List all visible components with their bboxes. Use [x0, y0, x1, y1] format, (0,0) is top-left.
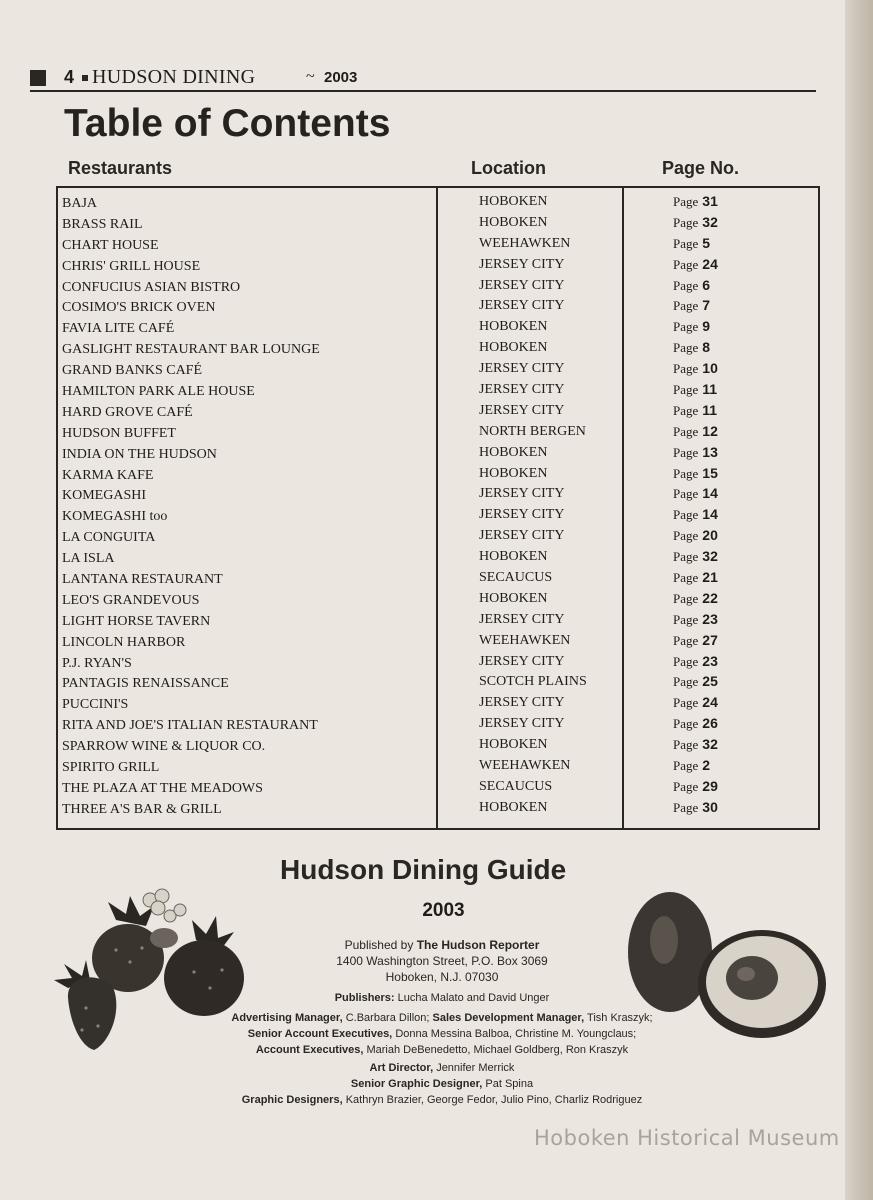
- page-label: Page: [673, 507, 699, 523]
- page-number-ref: 24: [702, 255, 718, 272]
- page-reference: [673, 256, 718, 274]
- page-reference: [673, 569, 718, 587]
- toc-row: [58, 756, 818, 777]
- restaurant-location: HOBOKEN: [479, 465, 548, 481]
- paper-edge: [845, 0, 873, 1200]
- page-number-ref: 26: [702, 715, 718, 732]
- restaurant-name: SPIRITO GRILL: [62, 760, 160, 776]
- page-label: Page: [673, 382, 699, 398]
- senior-ae-label: Senior Account Executives,: [247, 1028, 393, 1040]
- restaurant-location: SECAUCUS: [479, 778, 553, 794]
- page-reference: [673, 485, 718, 503]
- restaurant-name: LA ISLA: [62, 551, 115, 567]
- page-reference: [673, 277, 710, 295]
- art-credits: [230, 1060, 654, 1108]
- restaurant-name: GASLIGHT RESTAURANT BAR LOUNGE: [62, 342, 320, 358]
- toc-row: [58, 380, 818, 401]
- toc-row: [58, 484, 818, 505]
- guide-year: 2003: [422, 900, 465, 921]
- page-label: Page: [673, 194, 699, 209]
- page-reference: [673, 736, 718, 754]
- toc-row: [58, 338, 818, 359]
- restaurant-name: PANTAGIS RENAISSANCE: [62, 676, 229, 692]
- toc-row: [58, 589, 818, 610]
- toc-row: [58, 798, 818, 819]
- advertising-line: [230, 1010, 654, 1026]
- page-label: Page: [673, 632, 699, 648]
- restaurant-name: KARMA KAFE: [62, 467, 154, 483]
- senior-gd-label: Senior Graphic Designer,: [350, 1078, 483, 1090]
- page-reference: [673, 193, 718, 211]
- page-label: Page: [673, 256, 699, 272]
- restaurant-location: HOBOKEN: [479, 549, 548, 565]
- page-label: Page: [673, 214, 699, 230]
- page-label: Page: [673, 737, 699, 753]
- address-line-1: 1400 Washington Street, P.O. Box 3069: [336, 954, 548, 968]
- page-number-ref: 2: [702, 757, 711, 774]
- publishers-names: Lucha Malato and David Unger: [397, 992, 550, 1004]
- restaurant-name: LANTANA RESTAURANT: [62, 572, 223, 588]
- header-dot-bullet: [82, 75, 88, 81]
- staff-credits: [230, 1010, 654, 1058]
- page-number-ref: 9: [702, 318, 711, 335]
- page-number-ref: 13: [702, 443, 718, 460]
- page-number-ref: 10: [702, 360, 718, 377]
- ad-manager-label: Advertising Manager,: [231, 1012, 343, 1024]
- publication-name: HUDSON DINING: [92, 66, 256, 88]
- page-label: Page: [673, 549, 699, 565]
- toc-row: [58, 255, 818, 276]
- page-label: Page: [673, 465, 699, 481]
- restaurant-location: JERSEY CITY: [479, 298, 565, 314]
- restaurant-name: KOMEGASHI: [62, 488, 146, 504]
- toc-row: [58, 505, 818, 526]
- toc-row: [58, 714, 818, 735]
- restaurant-location: JERSEY CITY: [479, 256, 565, 272]
- page-header: [30, 66, 816, 92]
- toc-row: [58, 464, 818, 485]
- restaurant-location: HOBOKEN: [479, 799, 548, 815]
- page-reference: [673, 757, 710, 775]
- restaurant-location: WEEHAWKEN: [479, 235, 571, 251]
- restaurant-location: JERSEY CITY: [479, 611, 565, 627]
- page-number-ref: 30: [702, 798, 718, 815]
- guide-title: Hudson Dining Guide: [280, 854, 567, 885]
- art-director-name: Jennifer Merrick: [436, 1062, 515, 1074]
- page-number-ref: 5: [702, 234, 711, 251]
- page-number-ref: 31: [702, 193, 718, 209]
- page-number-ref: 27: [702, 631, 718, 648]
- page-label: Page: [673, 298, 699, 314]
- restaurant-name: INDIA ON THE HUDSON: [62, 446, 217, 462]
- senior-gd-line: [230, 1076, 654, 1092]
- page-label: Page: [673, 486, 699, 502]
- gd-line: [230, 1092, 654, 1108]
- gd-label: Graphic Designers,: [241, 1094, 343, 1106]
- toc-row: [58, 672, 818, 693]
- toc-row: [58, 276, 818, 297]
- page-label: Page: [673, 695, 699, 711]
- restaurant-name: HARD GROVE CAFÉ: [62, 404, 193, 420]
- restaurant-name: LIGHT HORSE TAVERN: [62, 613, 211, 629]
- page-reference: [673, 611, 718, 629]
- restaurant-name: COSIMO'S BRICK OVEN: [62, 300, 216, 316]
- toc-row: [58, 693, 818, 714]
- restaurant-name: THE PLAZA AT THE MEADOWS: [62, 780, 263, 796]
- page-reference: [673, 297, 710, 315]
- toc-row: [58, 631, 818, 652]
- toc-row: [58, 652, 818, 673]
- restaurant-name: FAVIA LITE CAFÉ: [62, 321, 175, 337]
- column-header-restaurants: Restaurants: [68, 158, 173, 178]
- restaurant-location: JERSEY CITY: [479, 402, 565, 418]
- published-by-label: Published by: [344, 938, 414, 952]
- page-label: Page: [673, 235, 699, 251]
- ad-manager-name: C.Barbara Dillon;: [345, 1012, 430, 1024]
- senior-gd-name: Pat Spina: [485, 1078, 534, 1090]
- contents-table: [56, 186, 820, 830]
- gd-names: Kathryn Brazier, George Fedor, Julio Pino, Charliz Rodriguez: [345, 1094, 643, 1106]
- page-number-ref: 24: [702, 694, 718, 711]
- page-number-ref: 25: [702, 673, 718, 690]
- senior-ae-line: [230, 1026, 654, 1042]
- page-reference: [673, 799, 718, 817]
- page-reference: [673, 318, 710, 336]
- toc-row: [58, 192, 818, 213]
- column-header-page-no: Page No.: [662, 158, 740, 178]
- restaurant-location: JERSEY CITY: [479, 486, 565, 502]
- restaurant-location: JERSEY CITY: [479, 695, 565, 711]
- page-reference: [673, 673, 718, 691]
- page-reference: [673, 339, 710, 357]
- toc-row: [58, 735, 818, 756]
- page-reference: [673, 214, 718, 232]
- restaurant-location: JERSEY CITY: [479, 507, 565, 523]
- page-number-ref: 6: [702, 276, 711, 293]
- page-number-ref: 14: [702, 485, 718, 502]
- toc-row: [58, 317, 818, 338]
- page-label: Page: [673, 716, 699, 732]
- page-number-ref: 22: [702, 589, 718, 606]
- page-reference: [673, 715, 718, 733]
- toc-row: [58, 213, 818, 234]
- strawberries-illustration: [46, 880, 256, 1055]
- page-label: Page: [673, 340, 699, 356]
- toc-row: [58, 422, 818, 443]
- page-number-ref: 15: [702, 464, 718, 481]
- restaurant-location: HOBOKEN: [479, 444, 548, 460]
- restaurant-location: JERSEY CITY: [479, 361, 565, 377]
- restaurant-name: PUCCINI'S: [62, 697, 129, 713]
- page-reference: [673, 444, 718, 462]
- restaurant-name: KOMEGASHI too: [62, 509, 168, 525]
- page-title: Table of Contents: [64, 102, 391, 145]
- published-by-line: [230, 937, 654, 953]
- page-reference: [673, 694, 718, 712]
- restaurant-name: SPARROW WINE & LIQUOR CO.: [62, 739, 266, 755]
- toc-row: [58, 547, 818, 568]
- page-reference: [673, 778, 718, 796]
- page-label: Page: [673, 528, 699, 544]
- page-reference: [673, 360, 718, 378]
- toc-row: [58, 568, 818, 589]
- page-label: Page: [673, 423, 699, 439]
- restaurant-name: LA CONGUITA: [62, 530, 156, 546]
- page-label: Page: [673, 444, 699, 460]
- restaurant-location: HOBOKEN: [479, 214, 548, 230]
- restaurant-location: HOBOKEN: [479, 737, 548, 753]
- publishers-line: [230, 990, 654, 1006]
- restaurant-location: HOBOKEN: [479, 319, 548, 335]
- page-number-ref: 21: [702, 569, 718, 586]
- page-reference: [673, 423, 718, 441]
- restaurant-name: BRASS RAIL: [62, 216, 143, 232]
- toc-row: [58, 401, 818, 422]
- header-tilde: ~: [306, 68, 315, 85]
- museum-watermark: Hoboken Historical Museum: [534, 1126, 840, 1150]
- restaurant-location: JERSEY CITY: [479, 277, 565, 293]
- restaurant-name: CHRIS' GRILL HOUSE: [62, 258, 201, 274]
- senior-ae-names: Donna Messina Balboa, Christine M. Youngclaus;: [395, 1028, 637, 1040]
- page-number-ref: 20: [702, 527, 718, 544]
- page-reference: [673, 548, 718, 566]
- page-number-ref: 8: [702, 339, 711, 356]
- page-number-ref: 14: [702, 506, 718, 523]
- toc-row: [58, 777, 818, 798]
- page-reference: [673, 235, 710, 253]
- page-label: Page: [673, 277, 699, 293]
- page-number-ref: 23: [702, 610, 718, 627]
- page-reference: [673, 653, 718, 671]
- restaurant-name: CHART HOUSE: [62, 237, 159, 253]
- page-label: Page: [673, 570, 699, 586]
- ae-line: [230, 1042, 654, 1058]
- restaurant-location: WEEHAWKEN: [479, 632, 571, 648]
- page-label: Page: [673, 653, 699, 669]
- page-label: Page: [673, 402, 699, 418]
- toc-row: [58, 296, 818, 317]
- restaurant-location: NORTH BERGEN: [479, 423, 586, 439]
- art-director-label: Art Director,: [369, 1062, 434, 1074]
- restaurant-name: RITA AND JOE'S ITALIAN RESTAURANT: [62, 718, 318, 734]
- avocado-illustration: [624, 888, 830, 1043]
- restaurant-location: JERSEY CITY: [479, 528, 565, 544]
- page-reference: [673, 381, 717, 399]
- sales-manager-name: Tish Kraszyk;: [587, 1012, 653, 1024]
- column-header-location: Location: [471, 158, 546, 178]
- page-number-ref: 11: [702, 381, 718, 398]
- toc-row: [58, 443, 818, 464]
- toc-row: [58, 234, 818, 255]
- restaurant-location: SCOTCH PLAINS: [479, 674, 587, 690]
- restaurant-location: HOBOKEN: [479, 194, 548, 209]
- page-number-ref: 23: [702, 652, 718, 669]
- page-number-ref: 7: [702, 297, 711, 314]
- header-year: 2003: [324, 69, 358, 86]
- page-number-ref: 32: [702, 736, 718, 753]
- restaurant-location: JERSEY CITY: [479, 653, 565, 669]
- restaurant-name: HAMILTON PARK ALE HOUSE: [62, 384, 255, 400]
- art-director-line: [230, 1060, 654, 1076]
- page-label: Page: [673, 590, 699, 606]
- page-reference: [673, 632, 718, 650]
- publisher-name: The Hudson Reporter: [416, 938, 540, 952]
- restaurant-location: HOBOKEN: [479, 590, 548, 606]
- restaurant-location: HOBOKEN: [479, 340, 548, 356]
- contents-rows: [58, 192, 818, 819]
- ae-names: Mariah DeBenedetto, Michael Goldberg, Ron Kraszyk: [366, 1044, 629, 1056]
- restaurant-location: WEEHAWKEN: [479, 758, 571, 774]
- restaurant-name: HUDSON BUFFET: [62, 425, 176, 441]
- toc-row: [58, 359, 818, 380]
- restaurant-name: THREE A'S BAR & GRILL: [62, 801, 222, 817]
- restaurant-location: JERSEY CITY: [479, 716, 565, 732]
- page-number-ref: 29: [702, 777, 718, 794]
- restaurant-name: GRAND BANKS CAFÉ: [62, 363, 203, 379]
- page-reference: [673, 527, 718, 545]
- ae-label: Account Executives,: [255, 1044, 364, 1056]
- header-square-bullet: [30, 70, 46, 86]
- page-reference: [673, 465, 718, 483]
- page-reference: [673, 590, 718, 608]
- page-label: Page: [673, 758, 699, 774]
- page-label: Page: [673, 319, 699, 335]
- page-label: Page: [673, 778, 699, 794]
- toc-row: [58, 526, 818, 547]
- page-label: Page: [673, 611, 699, 627]
- restaurant-location: JERSEY CITY: [479, 382, 565, 398]
- sales-manager-label: Sales Development Manager,: [432, 1012, 585, 1024]
- restaurant-name: BAJA: [62, 196, 98, 211]
- page-label: Page: [673, 361, 699, 377]
- page-number: 4: [64, 67, 75, 87]
- page-number-ref: 12: [702, 422, 718, 439]
- page-reference: [673, 402, 717, 420]
- restaurant-name: P.J. RYAN'S: [62, 655, 132, 671]
- restaurant-name: LEO'S GRANDEVOUS: [62, 592, 200, 608]
- publisher-block: [230, 937, 654, 985]
- address-line-2: Hoboken, N.J. 07030: [385, 970, 499, 984]
- page-number-ref: 11: [702, 401, 718, 418]
- restaurant-name: LINCOLN HARBOR: [62, 634, 186, 650]
- page-reference: [673, 506, 718, 524]
- toc-row: [58, 610, 818, 631]
- page-label: Page: [673, 799, 699, 815]
- page-label: Page: [673, 674, 699, 690]
- page-number-ref: 32: [702, 213, 718, 230]
- restaurant-name: CONFUCIUS ASIAN BISTRO: [62, 279, 241, 295]
- restaurant-location: SECAUCUS: [479, 570, 553, 586]
- page-number-ref: 32: [702, 548, 718, 565]
- publishers-label: Publishers:: [334, 992, 395, 1004]
